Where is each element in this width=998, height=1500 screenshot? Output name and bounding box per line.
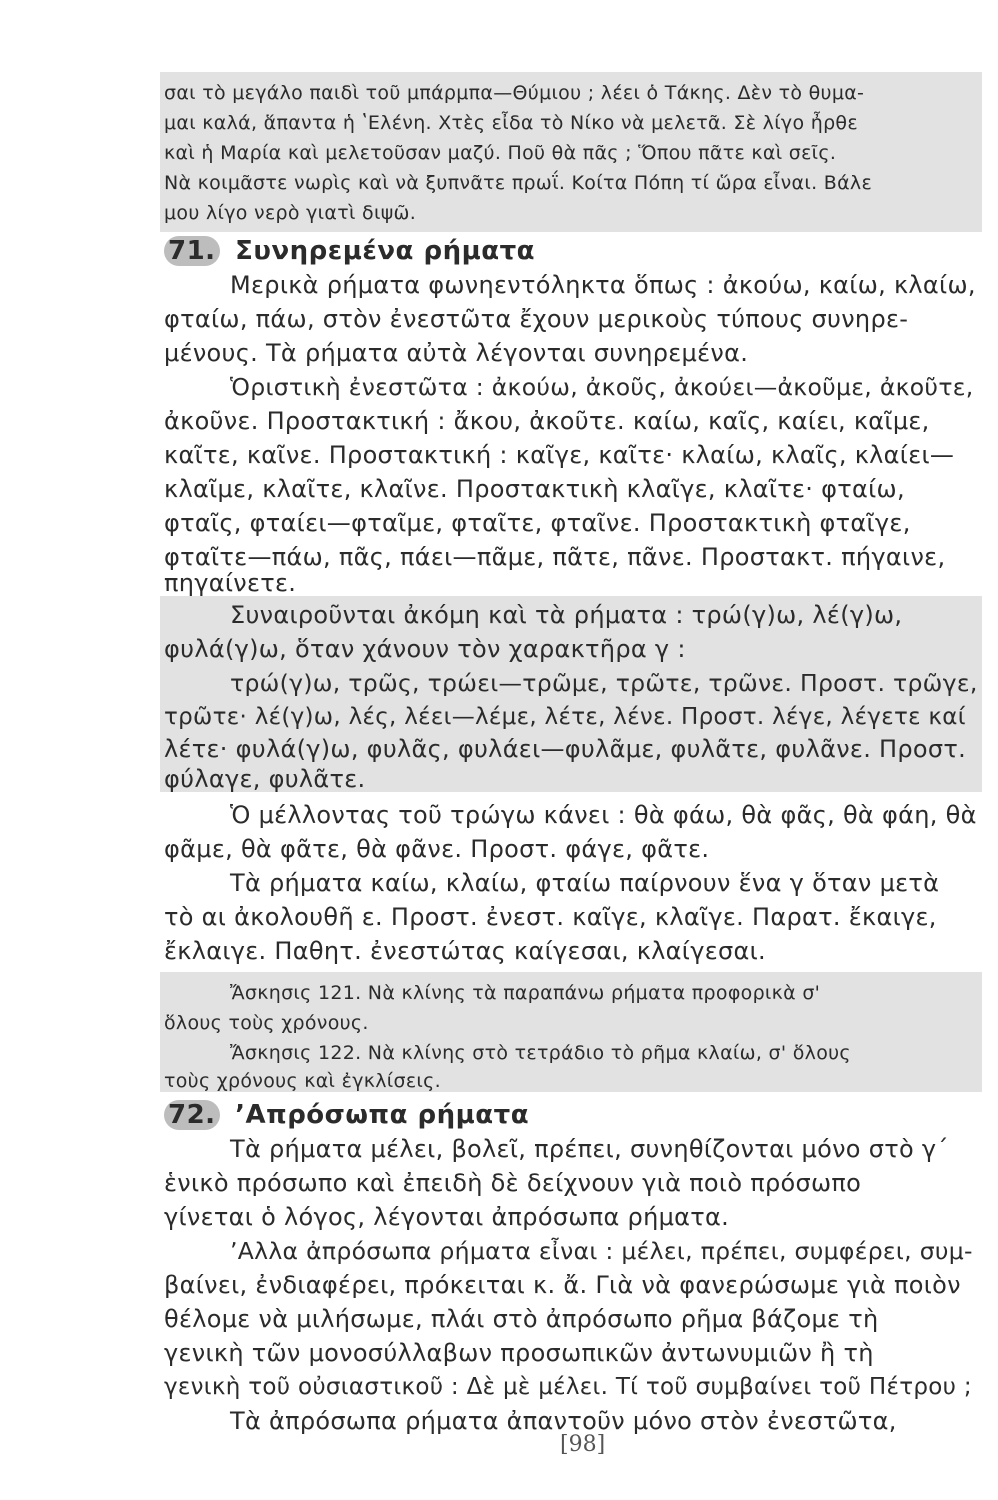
shaded-line: λέτε· φυλά(γ)ω, φυλᾶς, φυλάει—φυλᾶμε, φυλᾶτε, φυλᾶνε. Προστ. — [164, 735, 967, 763]
shaded-line: φυλά(γ)ω, ὅταν χάνουν τὸν χαρακτῆρα γ : — [164, 635, 686, 663]
section-72-title: ʼΑπρόσωπα ρήματα — [235, 1100, 530, 1130]
page-number: [98] — [560, 1432, 606, 1457]
section-71-heading — [164, 236, 535, 266]
body-line: ʼΑλλα ἀπρόσωπα ρήματα εἶναι : μέλει, πρέπει, συμφέρει, συμ- — [230, 1237, 973, 1265]
body-line: πηγαίνετε. — [164, 569, 297, 597]
shaded-line: Συναιροῦνται ἀκόμη καὶ τὰ ρήματα : τρώ(γ)ω, λέ(γ)ω, — [230, 601, 903, 629]
body-line: φᾶμε, θὰ φᾶτε, θὰ φᾶνε. Προστ. φάγε, φᾶτε. — [164, 835, 710, 863]
intro-line: καὶ ἡ Μαρία καὶ μελετοῦσαν μαζύ. Ποῦ θὰ πᾶς ; Ὅπου πᾶτε καὶ σεῖς. — [164, 142, 837, 164]
body-line: Μερικὰ ρήματα φωνηεντόληκτα ὅπως : ἀκούω, καίω, κλαίω, — [230, 271, 976, 299]
exercise-line: Ἄσκησις 122. Νὰ κλίνης στὸ τετράδιο τὸ ρῆμα κλαίω, σ' ὅλους — [230, 1042, 851, 1064]
body-line: φταῖτε—πάω, πᾶς, πάει—πᾶμε, πᾶτε, πᾶνε. Προστακτ. πήγαινε, — [164, 543, 946, 571]
shaded-line: τρώ(γ)ω, τρῶς, τρώει—τρῶμε, τρῶτε, τρῶνε. Προστ. τρῶγε, — [230, 669, 978, 697]
body-line: Ὁριστικὴ ἐνεστῶτα : ἀκούω, ἀκοῦς, ἀκούει—ἀκοῦμε, ἀκοῦτε, — [230, 373, 974, 401]
body-line: φταίω, πάω, στὸν ἐνεστῶτα ἔχουν μερικοὺς τύπους συνηρε- — [164, 305, 909, 333]
body-line: Τὰ ρήματα καίω, κλαίω, φταίω παίρνουν ἕνα γ ὅταν μετὰ — [230, 869, 940, 897]
shaded-line: τρῶτε· λέ(γ)ω, λές, λέει—λέμε, λέτε, λένε. Προστ. λέγε, λέγετε καί — [164, 704, 966, 730]
exercise-line: ὅλους τοὺς χρόνους. — [164, 1012, 369, 1034]
body-line: καῖτε, καῖνε. Προστακτική : καῖγε, καῖτε· κλαίω, κλαῖς, κλαίει— — [164, 441, 955, 469]
body-line: ἔκλαιγε. Παθητ. ἐνεστώτας καίγεσαι, κλαίγεσαι. — [164, 937, 766, 965]
intro-line: μου λίγο νερὸ γιατὶ διψῶ. — [164, 202, 417, 224]
body-line: γενικὴ τοῦ οὐσιαστικοῦ : Δὲ μὲ μέλει. Τί τοῦ συμβαίνει τοῦ Πέτρου ; — [164, 1374, 972, 1400]
intro-line: Νὰ κοιμᾶστε νωρὶς καὶ νὰ ξυπνᾶτε πρωΐ. Κοίτα Πόπη τί ὥρα εἶναι. Βάλε — [164, 172, 873, 194]
intro-line: σαι τὸ μεγάλο παιδὶ τοῦ μπάρμπα—Θύμιου ; λέει ὁ Τάκης. Δὲν τὸ θυμα- — [164, 82, 865, 104]
section-71-number: 71. — [164, 236, 220, 266]
body-line: Τὰ ρήματα μέλει, βολεῖ, πρέπει, συνηθίζονται μόνο στὸ γ΄ — [230, 1135, 949, 1163]
body-line: βαίνει, ἐνδιαφέρει, πρόκειται κ. ἄ. Γιὰ νὰ φανερώσωμε γιὰ ποιὸν — [164, 1271, 961, 1299]
section-71-title: Συνηρεμένα ρήματα — [235, 236, 536, 266]
body-line: Ὁ μέλλοντας τοῦ τρώγω κάνει : θὰ φάω, θὰ φᾶς, θὰ φάη, θὰ — [230, 801, 977, 829]
body-line: κλαῖμε, κλαῖτε, κλαῖνε. Προστακτικὴ κλαῖγε, κλαῖτε· φταίω, — [164, 475, 905, 503]
body-line: ἑνικὸ πρόσωπο καὶ ἐπειδὴ δὲ δείχνουν γιὰ ποιὸ πρόσωπο — [164, 1169, 862, 1197]
body-line: γενικὴ τῶν μονοσύλλαβων προσωπικῶν ἀντωνυμιῶν ἢ τὴ — [164, 1339, 874, 1367]
body-line: θέλομε νὰ μιλήσωμε, πλάι στὸ ἀπρόσωπο ρῆμα βάζομε τὴ — [164, 1305, 879, 1333]
body-line: Τὰ ἀπρόσωπα ρήματα ἀπαντοῦν μόνο στὸν ἐνεστῶτα, — [230, 1407, 897, 1435]
section-72-heading — [164, 1100, 529, 1130]
shaded-line: φύλαγε, φυλᾶτε. — [164, 765, 366, 793]
exercise-line: Ἄσκησις 121. Νὰ κλίνης τὰ παραπάνω ρήματα προφορικὰ σ' — [230, 982, 821, 1004]
body-line: μένους. Τὰ ρήματα αὐτὰ λέγονται συνηρεμένα. — [164, 339, 749, 367]
body-line: τὸ αι ἀκολουθῆ ε. Προστ. ἐνεστ. καῖγε, κλαῖγε. Παρατ. ἔκαιγε, — [164, 903, 937, 931]
section-72-number: 72. — [164, 1100, 220, 1130]
body-line: ἀκοῦνε. Προστακτική : ἄκου, ἀκοῦτε. καίω, καῖς, καίει, καῖμε, — [164, 407, 930, 435]
body-line: φταῖς, φταίει—φταῖμε, φταῖτε, φταῖνε. Προστακτικὴ φταῖγε, — [164, 509, 911, 537]
body-line: γίνεται ὁ λόγος, λέγονται ἀπρόσωπα ρήματα. — [164, 1203, 730, 1231]
exercise-line: τοὺς χρόνους καὶ ἐγκλίσεις. — [164, 1070, 441, 1092]
intro-line: μαι καλά, ἅπαντα ἡ ʽΕλένη. Χτὲς εἶδα τὸ Νίκο νὰ μελετᾶ. Σὲ λίγο ἦρθε — [164, 112, 858, 134]
